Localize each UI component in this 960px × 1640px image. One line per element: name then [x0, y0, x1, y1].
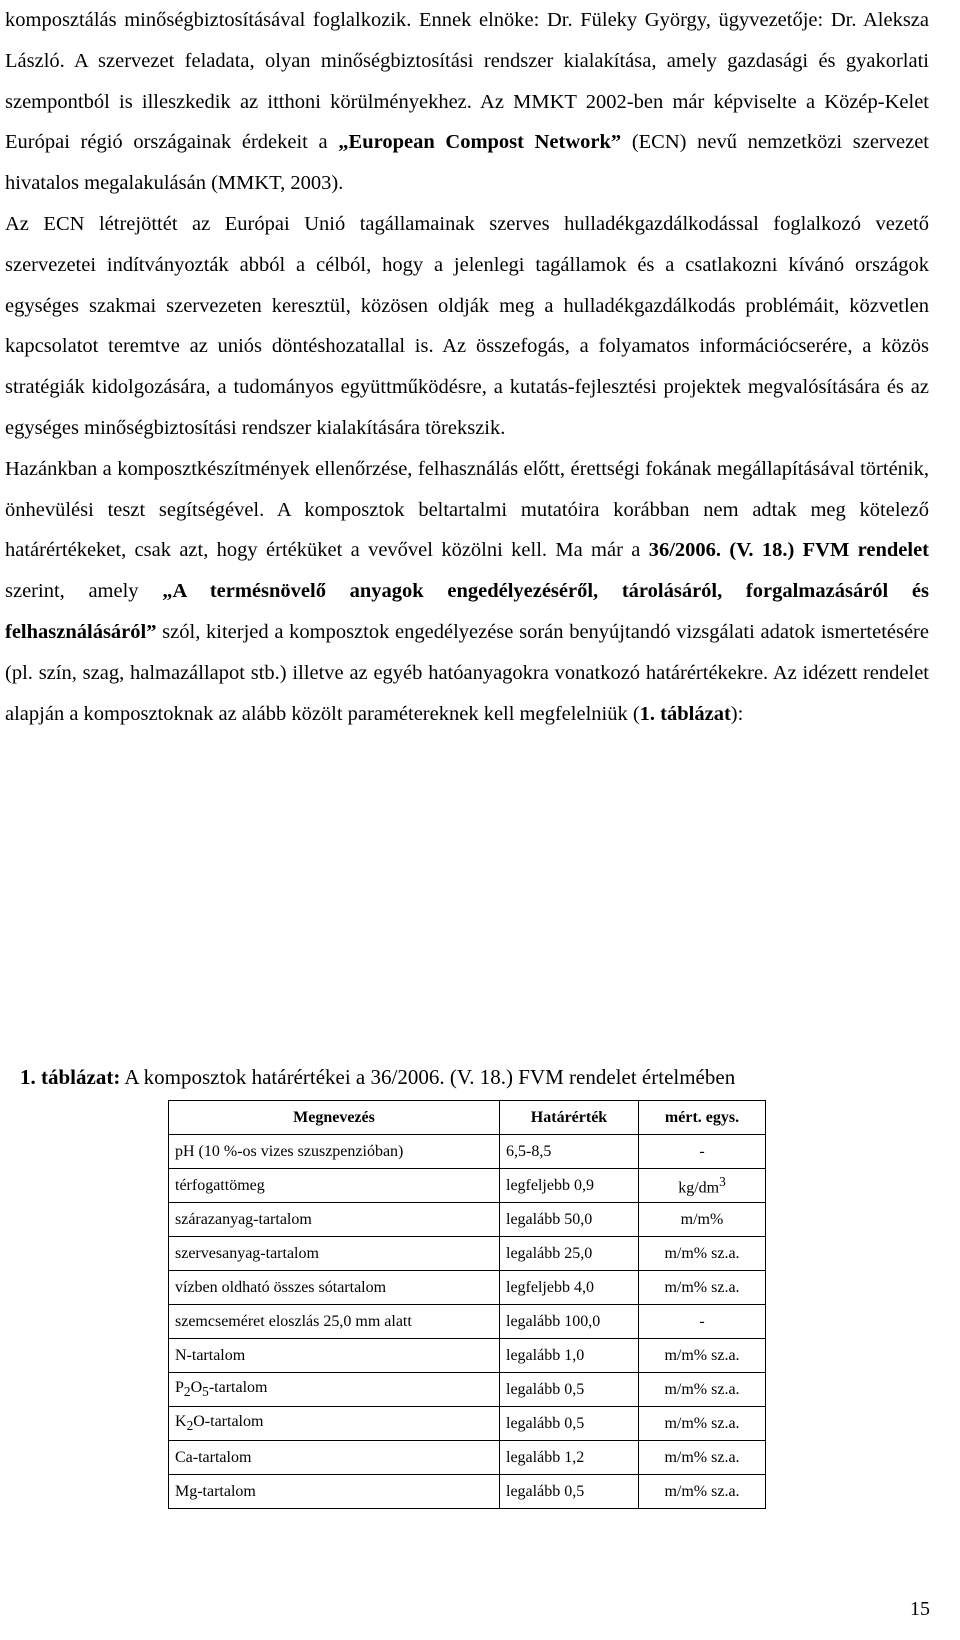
table-caption-label: 1. táblázat: — [20, 1065, 121, 1089]
row-name: vízben oldható összes sótartalom — [169, 1271, 500, 1305]
table-row — [169, 1169, 766, 1203]
table-row — [169, 1475, 766, 1509]
paragraph-mmkt — [5, 0, 929, 204]
row-name: pH (10 %-os vizes szuszpenzióban) — [169, 1135, 500, 1169]
row-unit: m/m% — [639, 1203, 766, 1237]
document-page — [5, 0, 929, 734]
table-caption — [20, 1062, 930, 1092]
row-name: N-tartalom — [169, 1339, 500, 1373]
row-name: Mg-tartalom — [169, 1475, 500, 1509]
decree-reference: 36/2006. (V. 18.) FVM rendelet — [648, 539, 929, 562]
row-name: Ca-tartalom — [169, 1441, 500, 1475]
row-name: szárazanyag-tartalom — [169, 1203, 500, 1237]
text-run: szól, kiterjed a komposztok engedélyezése során benyújtandó vizsgálati adatok ismertetésére (pl. szín, szag, halmazállapot stb.) illetve az egyéb hatóanyagokra vonatkozó határértékekre. Az idézett rendelet alapján a komposztoknak az alább közölt paramétereknek kell megfelelniük ( — [5, 620, 929, 725]
row-name: szervesanyag-tartalom — [169, 1237, 500, 1271]
table-row — [169, 1203, 766, 1237]
row-value: legalább 0,5 — [500, 1407, 639, 1441]
row-name — [169, 1407, 500, 1441]
table-row — [169, 1339, 766, 1373]
table-caption-text: A komposztok határértékei a 36/2006. (V. 18.) FVM rendelet értelmében — [120, 1065, 736, 1089]
header-unit: mért. egys. — [639, 1101, 766, 1135]
row-unit — [639, 1169, 766, 1203]
row-value: legalább 1,2 — [500, 1441, 639, 1475]
page-number: 15 — [910, 1598, 930, 1620]
row-unit: m/m% sz.a. — [639, 1475, 766, 1509]
formula-subscript: 2 — [186, 1418, 194, 1434]
row-unit: m/m% sz.a. — [639, 1237, 766, 1271]
formula-subscript: 2 — [183, 1384, 191, 1400]
row-name: térfogattömeg — [169, 1169, 500, 1203]
text-run: (ECN) nevű nemzetközi szervezet hivatalos megalakulásán (MMKT, 2003). — [5, 131, 930, 195]
formula-part: O-tartalom — [193, 1412, 264, 1430]
table-row — [169, 1305, 766, 1339]
unit-superscript: 3 — [719, 1173, 726, 1189]
row-unit: m/m% sz.a. — [639, 1271, 766, 1305]
paragraph-ecn: Az ECN létrejöttét az Európai Unió tagállamainak szerves hulladékgazdálkodással foglalkozó vezető szervezetei indítványozták abból a célból, hogy a jelenlegi tagállamok és a csatlakozni kívánó országok egységes szakmai szervezeten keresztül, közösen oldják meg a hulladékgazdálkodás problémáit, közvetlen kapcsolatot teremtve az uniós döntéshozatallal is. Az összefogás, a folyamatos információcserére, a közös stratégiák kidolgozására, a tudományos együttműködésre, a kutatás-fejlesztési projektek megvalósítására és az egységes minőségbiztosítási rendszer kialakítására törekszik. — [5, 212, 929, 439]
row-unit: m/m% sz.a. — [639, 1407, 766, 1441]
row-value: legalább 1,0 — [500, 1339, 639, 1373]
row-value: legfeljebb 4,0 — [500, 1271, 639, 1305]
row-unit: - — [639, 1305, 766, 1339]
formula-subscript: 5 — [202, 1384, 209, 1400]
row-name: szemcseméret eloszlás 25,0 mm alatt — [169, 1305, 500, 1339]
table-row — [169, 1373, 766, 1407]
row-unit: m/m% sz.a. — [639, 1339, 766, 1373]
formula-part: O — [190, 1378, 203, 1396]
compost-limits-table — [168, 1100, 766, 1509]
row-unit: - — [639, 1135, 766, 1169]
table-row — [169, 1441, 766, 1475]
paragraph-regulation — [5, 449, 929, 735]
text-run: Hazánkban a komposztkészítmények ellenőrzése, felhasználás előtt, érettségi fokának megállapításával történik, önhevülési teszt segítségével. A komposztok beltartalmi mutatóira korábban nem adtak meg kötelező határértékeket, csak azt, hogy értéküket a vevővel közölni kell. Ma már a — [5, 457, 929, 562]
row-unit: m/m% sz.a. — [639, 1373, 766, 1407]
row-value: legalább 0,5 — [500, 1475, 639, 1509]
table-row — [169, 1237, 766, 1271]
formula-part: -tartalom — [208, 1378, 268, 1396]
text-run: ): — [730, 702, 744, 725]
row-value: legfeljebb 0,9 — [500, 1169, 639, 1203]
header-name: Megnevezés — [169, 1101, 500, 1135]
table-row — [169, 1271, 766, 1305]
row-value: legalább 100,0 — [500, 1305, 639, 1339]
formula-part: K — [175, 1412, 187, 1430]
unit-text: kg/dm — [678, 1179, 720, 1197]
text-run: komposztálás minőségbiztosításával foglalkozik. Ennek elnöke: Dr. Füleky György, ügyvezetője: Dr. Aleksza László. A szervezet feladata, olyan minőségbiztosítási rendszer kialakítása, amely gazdasági és gyakorlati szempontból is illeszkedik az itthoni körülményekhez. Az MMKT 2002-ben már képviselte a Közép-Kelet Európai régió országainak érdekeit a — [5, 9, 929, 154]
formula-part: P — [175, 1378, 184, 1396]
row-value: legalább 50,0 — [500, 1203, 639, 1237]
table-row — [169, 1407, 766, 1441]
table-header-row — [169, 1101, 766, 1135]
row-unit: m/m% sz.a. — [639, 1441, 766, 1475]
text-run: szerint, amely — [5, 580, 163, 603]
row-value: legalább 0,5 — [500, 1373, 639, 1407]
decree-title: „A termésnövelő anyagok engedélyezéséről, tárolásáról, forgalmazásáról és felhasználásáról” — [5, 580, 930, 643]
ecn-name: „European Compost Network” — [338, 131, 622, 154]
row-value: 6,5-8,5 — [500, 1135, 639, 1169]
row-value: legalább 25,0 — [500, 1237, 639, 1271]
table-reference: 1. táblázat — [639, 702, 731, 725]
table-row — [169, 1135, 766, 1169]
header-limit: Határérték — [500, 1101, 639, 1135]
row-name — [169, 1373, 500, 1407]
